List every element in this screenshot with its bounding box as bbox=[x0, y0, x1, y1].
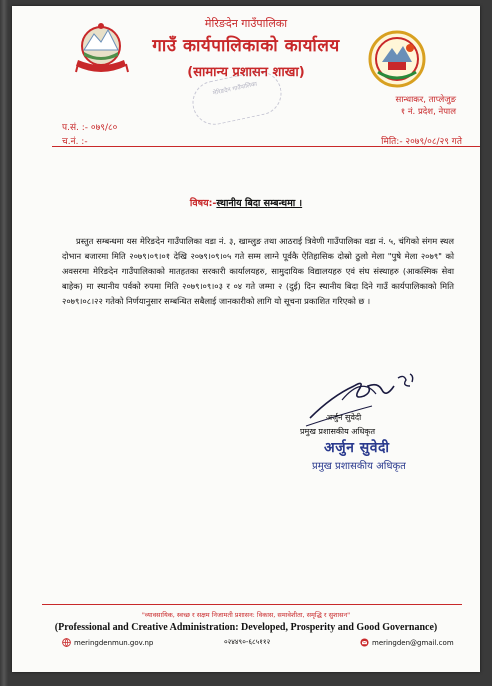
slogan-nepali: "व्यावसायिक, स्वच्छ र सक्षम निजामती प्रशासन: विकास, समावेशीता, समृद्धि र सुशासन" bbox=[141, 611, 351, 619]
phone-text: ०२४४९०-६८५११२ bbox=[224, 638, 271, 646]
slogan-english: (Professional and Creative Administration: Developed, Prosperity and Good Governance) bbox=[54, 622, 438, 633]
signer-name: अर्जुन सुवेदी bbox=[326, 413, 362, 422]
footer-email bbox=[360, 638, 454, 647]
subject-line bbox=[12, 196, 480, 209]
footer-divider bbox=[42, 604, 462, 605]
footer-website bbox=[62, 638, 153, 647]
name-stamp: अर्जुन सुवेदी bbox=[324, 440, 390, 456]
email-text: meringden@gmail.com bbox=[372, 638, 454, 647]
address-line-1: सान्धाकर, ताप्लेजुङ bbox=[395, 95, 456, 105]
title-stamp: प्रमुख प्रशासकीय अधिकृत bbox=[312, 461, 406, 472]
globe-icon bbox=[62, 638, 71, 647]
letter-date: मिति:- २०७९/०८/२९ गते bbox=[381, 137, 462, 147]
office-name: गाउँ कार्यपालिकाको कार्यालय bbox=[152, 36, 340, 56]
section-name: (सामान्य प्रशासन शाखा) bbox=[187, 65, 305, 80]
email-icon bbox=[360, 638, 369, 647]
municipality-name: मेरिङदेन गाउँपालिका bbox=[204, 17, 288, 30]
footer-phone bbox=[224, 638, 270, 647]
faded-stamp: मेरिङदेन गाउँपालिका bbox=[188, 67, 285, 129]
subject-label: विषय:- bbox=[189, 198, 217, 209]
subject-text: स्थानीय बिदा सम्बन्धमा । bbox=[216, 198, 303, 209]
body-paragraph: प्रस्तुत सम्बन्धमा यस मेरिङदेन गाउँपालिका वडा नं. ३, खाम्लुङ तथा आठराई त्रिवेणी गाउँपालिका वडा नं. ५, चंगिको संगम स्थल दोभान बजारमा मिति २०७९।०९।०१ देखि २०७९।०९।०५ गते सम्म लाग्ने पूर्वकै ऐतिहासिक दोस्रो ठुलो मेला "पुषे मेला २०७९" को अवसरमा मेरिङदेन गाउँपालिकाको मातहतका सरकारी कार्यालयहरु, सामुदायिक विद्यालयहरु एवं संघ संस्थाहरु (आकस्मिक सेवा बाहेक) मा स्थानीय पर्वको रुपमा मिति २०७९।०९।०३ र ०४ गते जम्मा २ (दुई) दिन स्थानीय बिदा दिने गाउँ कार्यपालिकाको मिति २०७९।०८।२२ गतेको निर्णयानुसार सम्बन्धित सबैलाई जानकारीको लागि यो सूचना प्रकाशित गरिएको छ । bbox=[62, 236, 454, 306]
fiscal-year: प.सं. :- ०७९/८० bbox=[62, 123, 118, 133]
website-text: meringdenmun.gov.np bbox=[74, 638, 154, 647]
dispatch-number: च.नं. :- bbox=[62, 137, 88, 147]
signer-title: प्रमुख प्रशासकीय अधिकृत bbox=[300, 427, 376, 436]
handwritten-signature bbox=[302, 356, 422, 436]
address-line-2: १ नं. प्रदेश, नेपाल bbox=[400, 107, 456, 117]
letter-page bbox=[12, 6, 480, 672]
header-divider bbox=[52, 146, 480, 147]
